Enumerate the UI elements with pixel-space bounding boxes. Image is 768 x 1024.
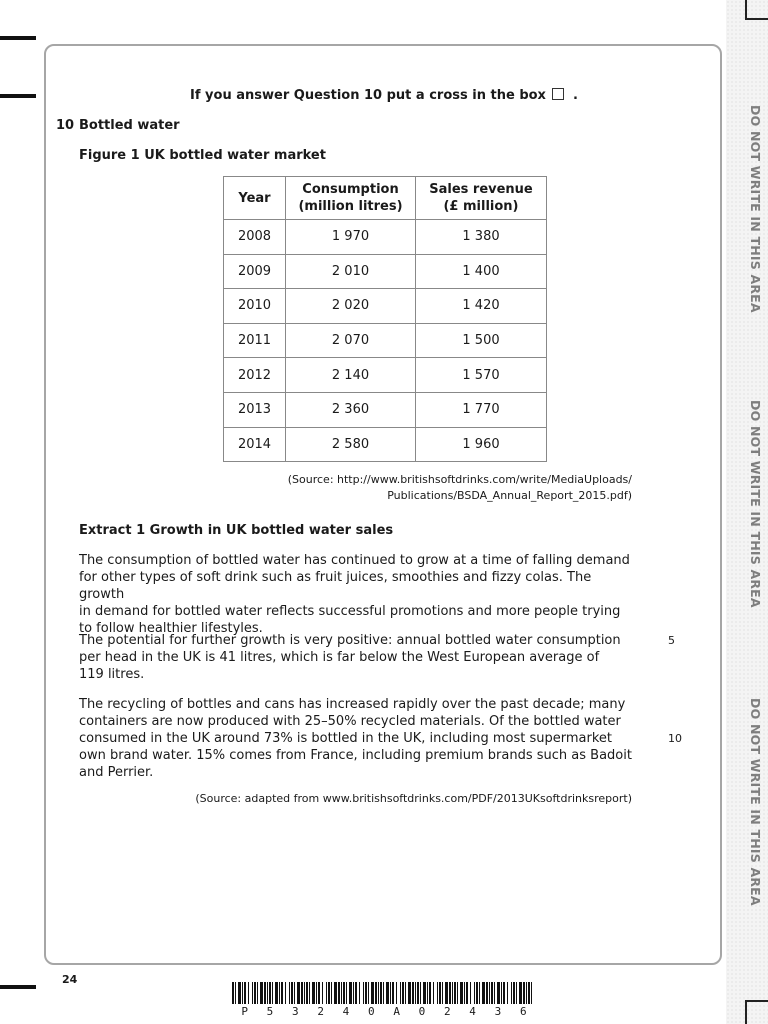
barcode-bar bbox=[412, 982, 414, 1004]
barcode bbox=[232, 982, 536, 1004]
barcode-bar bbox=[244, 982, 246, 1004]
table-header-row bbox=[224, 177, 547, 220]
instruction-text: If you answer Question 10 put a cross in the box bbox=[190, 88, 546, 103]
barcode-bar bbox=[482, 982, 485, 1004]
barcode-bar bbox=[322, 982, 323, 1004]
barcode-bar bbox=[390, 982, 391, 1004]
barcode-bar bbox=[526, 982, 527, 1004]
barcode-bar bbox=[349, 982, 352, 1004]
table-row bbox=[224, 289, 547, 324]
figure-source-line: (Source: http://www.britishsoftdrinks.com/write/MediaUploads/ bbox=[287, 473, 632, 486]
barcode-bar bbox=[353, 982, 354, 1004]
cell-revenue: 1 380 bbox=[416, 220, 547, 255]
barcode-bar bbox=[331, 982, 332, 1004]
barcode-bar bbox=[470, 982, 471, 1004]
barcode-bar bbox=[476, 982, 478, 1004]
barcode-bar bbox=[383, 982, 384, 1004]
barcode-bar bbox=[491, 982, 493, 1004]
barcode-bar bbox=[396, 982, 397, 1004]
cell-consumption: 2 140 bbox=[286, 358, 416, 393]
barcode-bar bbox=[380, 982, 382, 1004]
barcode-bar bbox=[460, 982, 463, 1004]
page-number: 24 bbox=[62, 973, 78, 986]
barcode-bar bbox=[304, 982, 305, 1004]
barcode-bar bbox=[252, 982, 253, 1004]
barcode-bar bbox=[528, 982, 530, 1004]
barcode-bar bbox=[341, 982, 342, 1004]
cell-year: 2012 bbox=[224, 358, 286, 393]
barcode-bar bbox=[297, 982, 300, 1004]
barcode-bar bbox=[433, 982, 434, 1004]
barcode-bar bbox=[289, 982, 290, 1004]
left-registration-mark bbox=[0, 36, 36, 40]
barcode-bar bbox=[408, 982, 411, 1004]
cell-consumption: 2 020 bbox=[286, 289, 416, 324]
barcode-bar bbox=[423, 982, 426, 1004]
cell-consumption: 1 970 bbox=[286, 220, 416, 255]
margin-warning-1: DO NOT WRITE IN THIS AREA bbox=[748, 105, 763, 313]
table-row bbox=[224, 392, 547, 427]
barcode-bar bbox=[449, 982, 451, 1004]
barcode-bar bbox=[519, 982, 522, 1004]
barcode-bar bbox=[306, 982, 308, 1004]
barcode-bar bbox=[466, 982, 468, 1004]
barcode-bar bbox=[281, 982, 283, 1004]
cell-consumption: 2 580 bbox=[286, 427, 416, 462]
barcode-bar bbox=[445, 982, 448, 1004]
barcode-bar bbox=[238, 982, 241, 1004]
barcode-bar bbox=[275, 982, 278, 1004]
header-sales-revenue: Sales revenue (£ million) bbox=[416, 177, 547, 220]
barcode-bar bbox=[402, 982, 404, 1004]
barcode-bar bbox=[378, 982, 379, 1004]
barcode-bar bbox=[427, 982, 428, 1004]
barcode-text: P 5 3 2 4 0 A 0 2 4 3 6 bbox=[241, 1005, 527, 1018]
cell-year: 2010 bbox=[224, 289, 286, 324]
table-row bbox=[224, 358, 547, 393]
cell-revenue: 1 770 bbox=[416, 392, 547, 427]
barcode-bar bbox=[355, 982, 357, 1004]
barcode-bar bbox=[316, 982, 317, 1004]
cell-consumption: 2 360 bbox=[286, 392, 416, 427]
barcode-bar bbox=[371, 982, 374, 1004]
barcode-bar bbox=[248, 982, 249, 1004]
barcode-bar bbox=[328, 982, 330, 1004]
barcode-bar bbox=[312, 982, 315, 1004]
barcode-bar bbox=[257, 982, 258, 1004]
barcode-bar bbox=[346, 982, 347, 1004]
figure-source-line: Publications/BSDA_Annual_Report_2015.pdf) bbox=[387, 489, 632, 502]
cell-revenue: 1 570 bbox=[416, 358, 547, 393]
barcode-bar bbox=[386, 982, 389, 1004]
barcode-bar bbox=[513, 982, 515, 1004]
barcode-bar bbox=[523, 982, 525, 1004]
cell-consumption: 2 010 bbox=[286, 254, 416, 289]
barcode-bar bbox=[242, 982, 243, 1004]
barcode-bar bbox=[368, 982, 369, 1004]
barcode-bar bbox=[365, 982, 367, 1004]
left-registration-mark bbox=[0, 985, 36, 989]
question-title: Bottled water bbox=[79, 118, 180, 133]
header-consumption: Consumption (million litres) bbox=[286, 177, 416, 220]
barcode-bar bbox=[507, 982, 508, 1004]
barcode-bar bbox=[417, 982, 419, 1004]
data-table bbox=[223, 176, 547, 462]
barcode-bar bbox=[516, 982, 517, 1004]
barcode-bar bbox=[503, 982, 505, 1004]
extract-title: Extract 1 Growth in UK bottled water sales bbox=[79, 523, 394, 538]
barcode-bar bbox=[334, 982, 337, 1004]
barcode-bar bbox=[437, 982, 438, 1004]
barcode-bar bbox=[479, 982, 480, 1004]
cell-revenue: 1 420 bbox=[416, 289, 547, 324]
barcode-bar bbox=[291, 982, 293, 1004]
barcode-bar bbox=[474, 982, 475, 1004]
barcode-bar bbox=[400, 982, 401, 1004]
extract-source: (Source: adapted from www.britishsoftdrinks.com/PDF/2013UKsoftdrinksreport) bbox=[195, 792, 632, 805]
barcode-bar bbox=[457, 982, 458, 1004]
margin-warning-3: DO NOT WRITE IN THIS AREA bbox=[748, 698, 763, 906]
question-number: 10 bbox=[56, 118, 75, 133]
extract-paragraph-2: The potential for further growth is very positive: annual bottled water consumption per head in the UK is 41 litres, which is far below the West European average of 119 litres. bbox=[79, 633, 621, 682]
line-number: 5 bbox=[668, 634, 675, 647]
cell-revenue: 1 960 bbox=[416, 427, 547, 462]
margin-warning-2: DO NOT WRITE IN THIS AREA bbox=[748, 400, 763, 608]
cell-revenue: 1 400 bbox=[416, 254, 547, 289]
table-row bbox=[224, 254, 547, 289]
barcode-bar bbox=[235, 982, 236, 1004]
barcode-bar bbox=[501, 982, 502, 1004]
cell-year: 2008 bbox=[224, 220, 286, 255]
figure-source bbox=[230, 472, 632, 504]
barcode-bar bbox=[511, 982, 512, 1004]
barcode-bar bbox=[494, 982, 495, 1004]
barcode-bar bbox=[497, 982, 500, 1004]
barcode-bar bbox=[254, 982, 256, 1004]
barcode-bar bbox=[439, 982, 441, 1004]
corner-mark-top bbox=[745, 0, 768, 20]
barcode-bar bbox=[264, 982, 266, 1004]
barcode-bar bbox=[326, 982, 327, 1004]
barcode-bar bbox=[260, 982, 263, 1004]
barcode-bar bbox=[318, 982, 320, 1004]
instruction-end: . bbox=[573, 88, 578, 103]
table-row bbox=[224, 427, 547, 462]
barcode-bar bbox=[269, 982, 271, 1004]
table-row bbox=[224, 323, 547, 358]
barcode-bar bbox=[359, 982, 360, 1004]
cell-year: 2011 bbox=[224, 323, 286, 358]
corner-mark-bottom bbox=[745, 1000, 768, 1024]
cell-year: 2014 bbox=[224, 427, 286, 462]
barcode-bar bbox=[429, 982, 431, 1004]
extract-paragraph-1: The consumption of bottled water has continued to grow at a time of falling demand for other types of soft drink such as fruit juices, smoothies and fizzy colas. The growth in demand for bottled water reflects successful promotions and more people trying to follow healthier lifestyles. bbox=[79, 553, 630, 636]
barcode-bar bbox=[294, 982, 295, 1004]
instruction-line bbox=[0, 88, 768, 103]
barcode-bar bbox=[486, 982, 488, 1004]
barcode-bar bbox=[375, 982, 377, 1004]
cross-box[interactable] bbox=[552, 88, 564, 100]
barcode-bar bbox=[279, 982, 280, 1004]
cell-year: 2009 bbox=[224, 254, 286, 289]
barcode-bar bbox=[232, 982, 234, 1004]
figure-title: Figure 1 UK bottled water market bbox=[79, 148, 326, 163]
barcode-bar bbox=[420, 982, 421, 1004]
line-number: 10 bbox=[668, 732, 682, 745]
barcode-bar bbox=[531, 982, 532, 1004]
barcode-bar bbox=[442, 982, 443, 1004]
barcode-bar bbox=[338, 982, 340, 1004]
barcode-bar bbox=[272, 982, 273, 1004]
barcode-bar bbox=[464, 982, 465, 1004]
barcode-bar bbox=[343, 982, 345, 1004]
barcode-bar bbox=[489, 982, 490, 1004]
header-year: Year bbox=[224, 177, 286, 220]
barcode-bar bbox=[405, 982, 406, 1004]
extract-paragraph-3: The recycling of bottles and cans has increased rapidly over the past decade; many containers are now produced with 25–50% recycled materials. Of the bottled water consumed in the UK around 73% is bottled in the UK, including most supermarket own brand water. 15% comes from France, including premium brands such as Badoit and Perrier. bbox=[79, 697, 632, 780]
barcode-bar bbox=[452, 982, 453, 1004]
barcode-bar bbox=[285, 982, 286, 1004]
cell-revenue: 1 500 bbox=[416, 323, 547, 358]
cell-year: 2013 bbox=[224, 392, 286, 427]
barcode-bar bbox=[363, 982, 364, 1004]
table-row bbox=[224, 220, 547, 255]
cell-consumption: 2 070 bbox=[286, 323, 416, 358]
barcode-bar bbox=[454, 982, 456, 1004]
barcode-bar bbox=[301, 982, 303, 1004]
barcode-bar bbox=[267, 982, 268, 1004]
barcode-bar bbox=[309, 982, 310, 1004]
barcode-bar bbox=[415, 982, 416, 1004]
barcode-bar bbox=[392, 982, 394, 1004]
